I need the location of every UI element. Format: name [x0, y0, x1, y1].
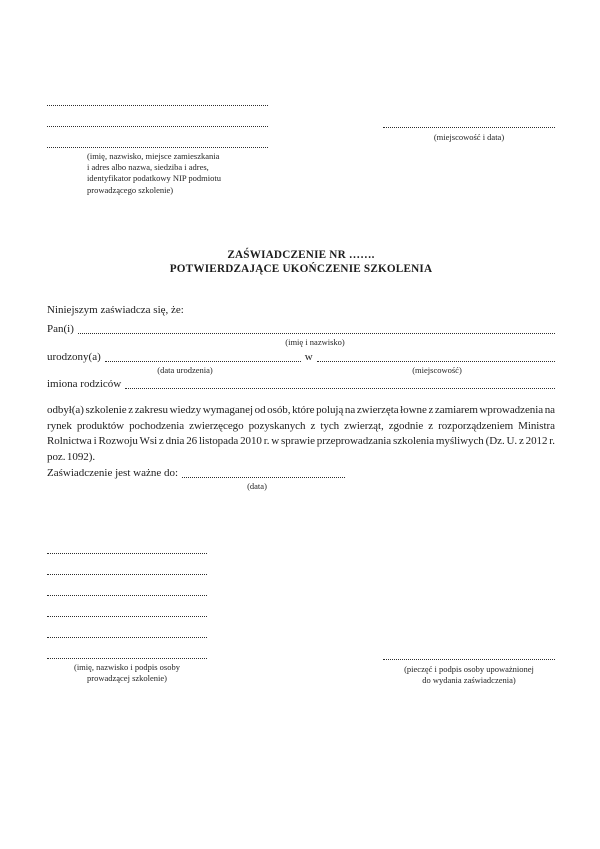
place-date-fill-line	[383, 127, 555, 128]
provider-fill-line-1	[47, 105, 268, 106]
provider-fill-line-2	[47, 126, 268, 127]
parents-field-row	[47, 378, 555, 391]
trainer-fill-line-1	[47, 553, 207, 554]
stamp-signature-caption	[369, 664, 569, 686]
name-fill-line	[78, 333, 555, 334]
trainer-signature-caption-line: (imię, nazwisko i podpis osoby	[73, 662, 180, 672]
stamp-fill-line	[383, 659, 555, 660]
validity-label: Zaświadczenie jest ważne do:	[47, 467, 179, 479]
stamp-signature-caption-line: (pieczęć i podpis osoby upoważnionej	[404, 664, 534, 674]
trainer-fill-line-4	[47, 616, 207, 617]
born-label: urodzony(a)	[47, 351, 101, 363]
provider-caption-line: identyfikator podatkowy NIP podmiotu	[87, 173, 222, 184]
stamp-signature-caption-line: do wydania zaświadczenia)	[422, 675, 516, 686]
name-field-row	[47, 323, 555, 336]
trainer-fill-line-2	[47, 574, 207, 575]
document-title	[47, 248, 555, 276]
provider-caption-line: prowadzącego szkolenie)	[87, 184, 174, 195]
training-statement-paragraph: odbył(a) szkolenie z zakresu wiedzy wymaganej od osób, które polują na zwierzęta łowne z zamiarem wprowadzenia na rynek produktów pochodzenia zwierzęcego pozyskanych z tych zwierząt, zgodnie z rozporządzeniem Ministra Rolnictwa i Rozwoju Wsi z dnia 26 listopada 2010 r. w sprawie przeprowadzania szkolenia myśliwych (Dz. U. z 2012 r. poz. 1092).	[47, 404, 555, 463]
trainer-fill-line-3	[47, 595, 207, 596]
provider-caption-line: (imię, nazwisko, miejsce zamieszkania	[87, 151, 220, 161]
trainer-fill-line-5	[47, 637, 207, 638]
birth-date-caption: (data urodzenia)	[157, 365, 213, 375]
birth-place-caption: (miejscowość)	[412, 365, 462, 375]
trainer-fill-line-6	[47, 658, 207, 659]
validity-date-caption: (data)	[247, 481, 267, 491]
provider-caption	[87, 151, 221, 196]
document-title-line-1: ZAŚWIADCZENIE NR …….	[227, 249, 375, 261]
in-label: w	[304, 351, 313, 363]
trainer-signature-caption	[27, 662, 227, 684]
provider-caption-line: i adres albo nazwa, siedziba i adres,	[87, 162, 209, 173]
place-date-caption: (miejscowość i data)	[433, 132, 505, 142]
name-label: Pan(i)	[47, 323, 74, 335]
validity-field-row	[47, 467, 345, 480]
trainer-signature-caption-line: prowadzącej szkolenie)	[87, 673, 167, 684]
birth-field-row	[47, 351, 555, 364]
validity-date-fill-line	[182, 477, 345, 478]
parents-label: imiona rodziców	[47, 378, 122, 390]
intro-statement: Niniejszym zaświadcza się, że:	[47, 304, 184, 316]
birth-date-fill-line	[105, 361, 301, 362]
name-caption: (imię i nazwisko)	[285, 337, 345, 347]
parents-fill-line	[125, 388, 555, 389]
provider-fill-line-3	[47, 147, 268, 148]
birth-place-fill-line	[317, 361, 555, 362]
document-title-line-2: POTWIERDZAJĄCE UKOŃCZENIE SZKOLENIA	[169, 263, 433, 275]
